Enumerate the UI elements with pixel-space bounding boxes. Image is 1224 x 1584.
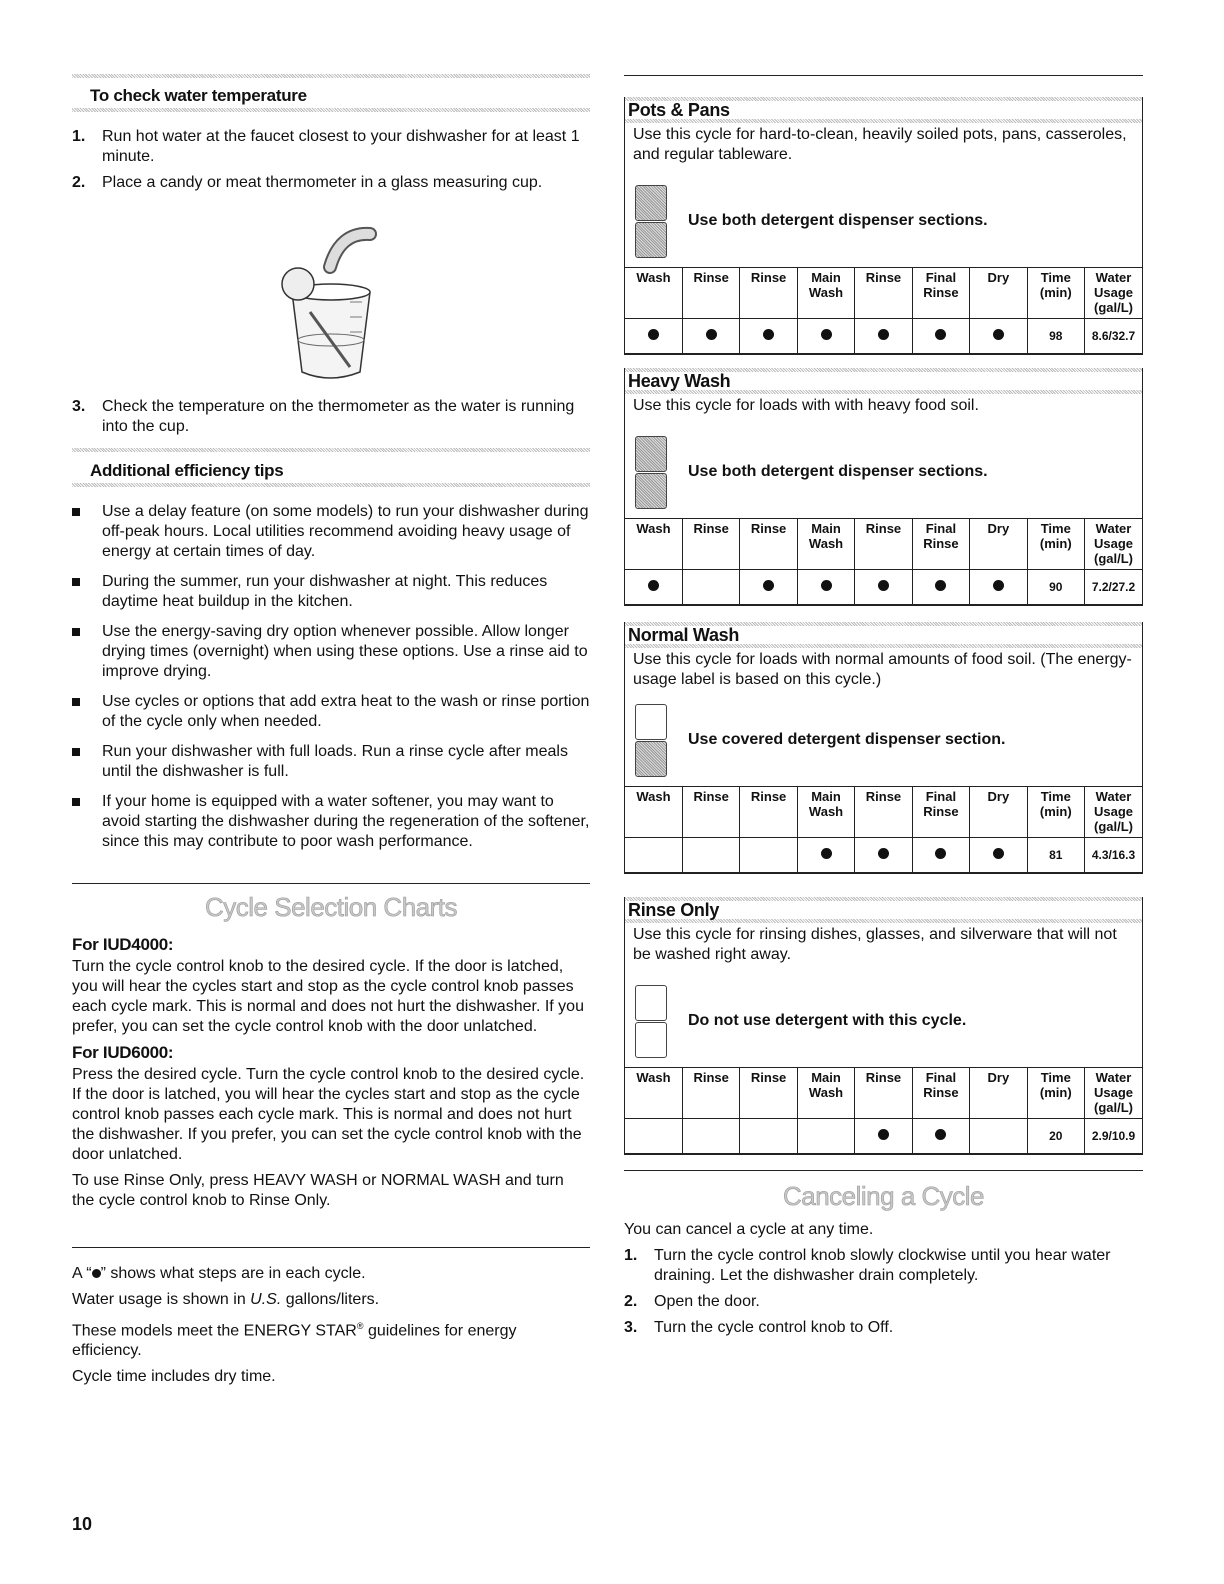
table-row xyxy=(625,1119,1142,1154)
step-included-dot-icon xyxy=(763,329,774,340)
cycle-name: Heavy Wash xyxy=(628,371,731,391)
table-row xyxy=(625,319,1142,354)
canceling-intro: You can cancel a cycle at any time. xyxy=(624,1221,874,1238)
step-included-dot-icon xyxy=(993,580,1004,591)
column-header: Final Rinse xyxy=(912,787,969,838)
step-included-dot-icon xyxy=(993,848,1004,859)
section-band xyxy=(72,108,590,112)
column-header: Wash xyxy=(625,268,682,319)
cycle-time-note: Cycle time includes dry time. xyxy=(72,1368,276,1386)
step-cell xyxy=(797,570,854,605)
water-note: Water usage is shown in U.S. gallons/liters. xyxy=(72,1291,380,1308)
detergent-label: Use covered detergent dispenser section. xyxy=(688,731,1006,748)
tips-title: Additional efficiency tips xyxy=(90,461,284,480)
dispenser-filled-icon xyxy=(635,436,667,472)
dispenser-empty-icon xyxy=(635,704,667,740)
tip-item: Run your dishwasher with full loads. Run a rinse cycle after meals until the dishwasher is full. xyxy=(72,742,590,782)
time-cell: 90 xyxy=(1027,570,1084,605)
step: 2. Place a candy or meat thermometer in a glass measuring cup. xyxy=(72,174,543,191)
chart-notes xyxy=(72,1264,590,1393)
step-cell xyxy=(682,570,739,605)
detergent-instruction xyxy=(625,436,1142,518)
column-header: Rinse xyxy=(740,787,797,838)
cycle-steps-table xyxy=(625,786,1142,873)
detergent-instruction xyxy=(625,985,1142,1067)
column-header: Rinse xyxy=(682,519,739,570)
dispenser-filled-icon xyxy=(635,222,667,258)
tip-item: Use cycles or options that add extra heat to the wash or rinse portion of the cycle only when needed. xyxy=(72,692,590,732)
column-header: Rinse xyxy=(740,519,797,570)
cycle-title-bar xyxy=(624,897,1143,923)
table-row xyxy=(625,570,1142,605)
cycle-card-rinse-only xyxy=(624,897,1143,1155)
column-header: Rinse xyxy=(682,787,739,838)
divider xyxy=(72,1247,590,1248)
table-header-row xyxy=(625,268,1142,319)
cycle-charts-text xyxy=(72,935,590,1217)
column-header: Time (min) xyxy=(1027,519,1084,570)
detergent-label: Do not use detergent with this cycle. xyxy=(688,1012,967,1029)
column-header: Rinse xyxy=(855,1068,912,1119)
divider xyxy=(72,883,590,884)
detergent-instruction xyxy=(625,185,1142,267)
divider xyxy=(624,1170,1143,1171)
water-temp-title: To check water temperature xyxy=(90,86,307,105)
time-cell: 20 xyxy=(1027,1119,1084,1154)
step-included-dot-icon xyxy=(878,580,889,591)
column-header: Rinse xyxy=(740,1068,797,1119)
column-header: Dry xyxy=(970,787,1027,838)
column-header: Final Rinse xyxy=(912,519,969,570)
step-cell xyxy=(682,1119,739,1154)
column-header: Rinse xyxy=(855,268,912,319)
step-cell xyxy=(797,319,854,354)
step-cell xyxy=(970,570,1027,605)
step-included-dot-icon xyxy=(878,329,889,340)
column-header: Rinse xyxy=(855,787,912,838)
cycle-description: Use this cycle for rinsing dishes, glasses, and silverware that will not be washed right away. xyxy=(633,926,1117,963)
column-header: Rinse xyxy=(740,268,797,319)
step-cell xyxy=(625,319,682,354)
step-cell xyxy=(912,838,969,873)
step-included-dot-icon xyxy=(821,580,832,591)
cycle-title-bar xyxy=(624,622,1143,648)
cycle-card-normal-wash xyxy=(624,622,1143,874)
water-cell: 8.6/32.7 xyxy=(1085,319,1143,354)
column-header: Wash xyxy=(625,787,682,838)
column-header: Wash xyxy=(625,519,682,570)
cycle-card-heavy-wash xyxy=(624,368,1143,606)
step-cell xyxy=(625,570,682,605)
step-cell xyxy=(855,838,912,873)
rinse-only-note: To use Rinse Only, press HEAVY WASH or NORMAL WASH and turn the cycle control knob to Rinse Only. xyxy=(72,1172,564,1209)
cycle-title-bar xyxy=(624,97,1143,123)
cycle-name: Normal Wash xyxy=(628,625,740,645)
column-header: Final Rinse xyxy=(912,1068,969,1119)
cycle-description: Use this cycle for loads with with heavy food soil. xyxy=(633,397,979,414)
step-included-dot-icon xyxy=(763,580,774,591)
column-header: Dry xyxy=(970,268,1027,319)
column-header: Time (min) xyxy=(1027,787,1084,838)
column-header: Wash xyxy=(625,1068,682,1119)
water-cell: 2.9/10.9 xyxy=(1085,1119,1143,1154)
step-cell xyxy=(912,570,969,605)
step-included-dot-icon xyxy=(935,1129,946,1140)
cycle-card-pots-pans xyxy=(624,97,1143,355)
water-cell: 7.2/27.2 xyxy=(1085,570,1143,605)
section-band xyxy=(72,74,590,78)
step: 3. Turn the cycle control knob to Off. xyxy=(624,1319,894,1336)
step-cell xyxy=(740,1119,797,1154)
cycle-steps-table xyxy=(625,1067,1142,1154)
step-cell xyxy=(625,1119,682,1154)
step-included-dot-icon xyxy=(935,329,946,340)
divider xyxy=(624,75,1143,76)
step-included-dot-icon xyxy=(935,580,946,591)
step: 2. Open the door. xyxy=(624,1293,760,1310)
step-included-dot-icon xyxy=(878,848,889,859)
step-cell xyxy=(740,319,797,354)
tip-item: During the summer, run your dishwasher at night. This reduces daytime heat buildup in the kitchen. xyxy=(72,572,590,612)
step-cell xyxy=(740,570,797,605)
step: 3. Check the temperature on the thermometer as the water is running into the cup. xyxy=(72,398,575,435)
water-temp-steps xyxy=(72,127,590,199)
step-cell xyxy=(855,319,912,354)
step-cell xyxy=(970,1119,1027,1154)
column-header: Time (min) xyxy=(1027,1068,1084,1119)
iud4000-text: Turn the cycle control knob to the desired cycle. If the door is latched, you will hear the cycles start and stop as the cycle control knob passes each cycle mark. This is normal and does not hurt the dishwasher. If you prefer, you can set the cycle control knob with the door unlatched. xyxy=(72,958,584,1035)
step-included-dot-icon xyxy=(648,329,659,340)
column-header: Rinse xyxy=(682,1068,739,1119)
step-included-dot-icon xyxy=(821,848,832,859)
time-cell: 98 xyxy=(1027,319,1084,354)
step-cell xyxy=(970,838,1027,873)
tip-item: Use a delay feature (on some models) to run your dishwasher during off-peak hours. Local utilities recommend avoiding heavy usage of energy at certain times of day. xyxy=(72,502,590,562)
section-band xyxy=(72,448,590,452)
table-header-row xyxy=(625,519,1142,570)
step-cell xyxy=(970,319,1027,354)
column-header: Main Wash xyxy=(797,519,854,570)
cycle-description: Use this cycle for loads with normal amounts of food soil. (The energy-usage label is based on this cycle.) xyxy=(633,651,1132,688)
column-header: Rinse xyxy=(682,268,739,319)
step-cell xyxy=(740,838,797,873)
step-cell xyxy=(855,570,912,605)
column-header: Time (min) xyxy=(1027,268,1084,319)
detergent-label: Use both detergent dispenser sections. xyxy=(688,463,988,480)
time-cell: 81 xyxy=(1027,838,1084,873)
step-included-dot-icon xyxy=(821,329,832,340)
step-cell xyxy=(682,838,739,873)
cycle-name: Pots & Pans xyxy=(628,100,730,120)
tips-list xyxy=(72,502,590,862)
column-header: Final Rinse xyxy=(912,268,969,319)
dispenser-filled-icon xyxy=(635,185,667,221)
table-row xyxy=(625,838,1142,873)
dispenser-filled-icon xyxy=(635,473,667,509)
step-included-dot-icon xyxy=(878,1129,889,1140)
dot-note: A “ ” shows what steps are in each cycle. xyxy=(72,1265,366,1282)
dispenser-filled-icon xyxy=(635,741,667,777)
step-cell xyxy=(797,838,854,873)
column-header: Rinse xyxy=(855,519,912,570)
cycle-steps-table xyxy=(625,518,1142,605)
tip-item: Use the energy-saving dry option whenever possible. Allow longer drying times (overnight) when using these options. Use a rinse aid to improve drying. xyxy=(72,622,590,682)
dot-icon xyxy=(92,1269,101,1278)
step-included-dot-icon xyxy=(706,329,717,340)
cycle-title-bar xyxy=(624,368,1143,394)
column-header: Main Wash xyxy=(797,268,854,319)
section-band xyxy=(72,483,590,487)
column-header: Main Wash xyxy=(797,1068,854,1119)
iud6000-title: For IUD6000: xyxy=(72,1043,174,1062)
table-header-row xyxy=(625,1068,1142,1119)
table-header-row xyxy=(625,787,1142,838)
canceling-section xyxy=(624,1220,1143,1344)
step-cell xyxy=(912,1119,969,1154)
cycle-description: Use this cycle for hard-to-clean, heavily soiled pots, pans, casseroles, and regular tableware. xyxy=(633,126,1127,163)
column-header: Water Usage (gal/L) xyxy=(1085,1068,1143,1119)
tip-item: If your home is equipped with a water softener, you may want to avoid starting the dishwasher during the regeneration of the softener, since this may contribute to poor wash performance. xyxy=(72,792,590,852)
step-cell xyxy=(797,1119,854,1154)
page-number: 10 xyxy=(72,1514,93,1534)
canceling-steps xyxy=(624,1246,1143,1338)
water-cell: 4.3/16.3 xyxy=(1085,838,1143,873)
column-header: Water Usage (gal/L) xyxy=(1085,268,1143,319)
step-cell xyxy=(912,319,969,354)
step: 1. Turn the cycle control knob slowly clockwise until you hear water draining. Let the dishwasher drain completely. xyxy=(624,1247,1111,1284)
step: 1. Run hot water at the faucet closest to your dishwasher for at least 1 minute. xyxy=(72,128,580,165)
step-included-dot-icon xyxy=(993,329,1004,340)
step-cell xyxy=(682,319,739,354)
iud4000-title: For IUD4000: xyxy=(72,935,174,954)
dispenser-empty-icon xyxy=(635,985,667,1021)
cycle-name: Rinse Only xyxy=(628,900,720,920)
step-included-dot-icon xyxy=(935,848,946,859)
column-header: Dry xyxy=(970,519,1027,570)
detergent-label: Use both detergent dispenser sections. xyxy=(688,212,988,229)
dispenser-empty-icon xyxy=(635,1022,667,1058)
step-included-dot-icon xyxy=(648,580,659,591)
column-header: Water Usage (gal/L) xyxy=(1085,519,1143,570)
canceling-title: Canceling a Cycle xyxy=(782,1181,985,1211)
cycle-steps-table xyxy=(625,267,1142,354)
column-header: Main Wash xyxy=(797,787,854,838)
cycle-charts-title: Cycle Selection Charts xyxy=(205,892,457,922)
thermometer-cup-illustration xyxy=(270,222,390,387)
detergent-instruction xyxy=(625,704,1142,786)
column-header: Water Usage (gal/L) xyxy=(1085,787,1143,838)
step-cell xyxy=(855,1119,912,1154)
water-temp-step-3 xyxy=(72,397,590,443)
column-header: Dry xyxy=(970,1068,1027,1119)
energy-note: These models meet the ENERGY STAR® guidelines for energy efficiency. xyxy=(72,1321,517,1360)
step-cell xyxy=(625,838,682,873)
iud6000-text: Press the desired cycle. Turn the cycle control knob to the desired cycle. If the door is latched, you will hear the cycles start and stop as the cycle control knob passes each cycle mark. This is normal and does not hurt the dishwasher. If you prefer, you can set the cycle control knob with the door unlatched. xyxy=(72,1066,585,1163)
